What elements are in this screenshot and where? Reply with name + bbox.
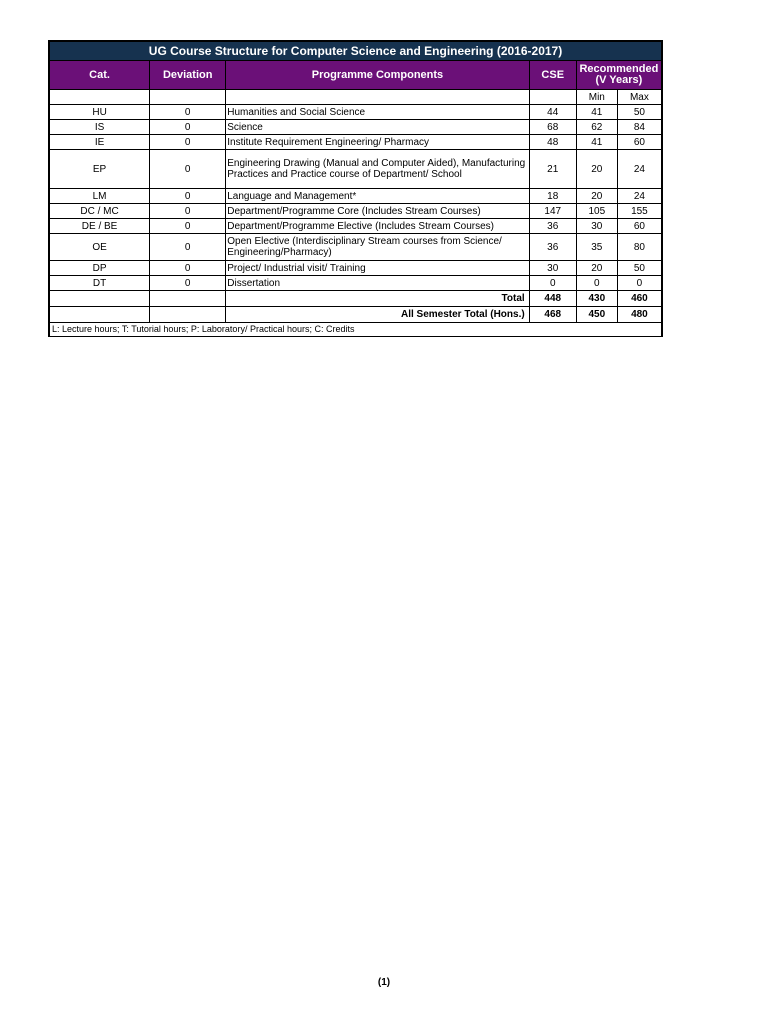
cell-cat: OE [50, 234, 150, 261]
legend-note: L: Lecture hours; T: Tutorial hours; P: Laboratory/ Practical hours; C: Credits [50, 323, 662, 337]
cell-deviation: 0 [150, 135, 226, 150]
cell-deviation: 0 [150, 150, 226, 189]
table-row [50, 135, 662, 150]
header-deviation: Deviation [150, 61, 226, 90]
cell-cse: 36 [529, 219, 576, 234]
cell-min: 35 [576, 234, 617, 261]
header-recommended-cell [576, 61, 661, 90]
cell-max: 0 [617, 276, 661, 291]
cell-min: 20 [576, 189, 617, 204]
cell-deviation: 0 [150, 261, 226, 276]
cell-component: Science [226, 120, 529, 135]
cell-max: 155 [617, 204, 661, 219]
table-row [50, 234, 662, 261]
cell-cse: 0 [529, 276, 576, 291]
table-row [50, 204, 662, 219]
table-row [50, 189, 662, 204]
cell-cat: IS [50, 120, 150, 135]
cell-min: 30 [576, 219, 617, 234]
cell-component: Humanities and Social Science [226, 105, 529, 120]
cell-max: 24 [617, 189, 661, 204]
cell-cat: DP [50, 261, 150, 276]
cell-max: 80 [617, 234, 661, 261]
total-min: 430 [576, 291, 617, 307]
total-max: 460 [617, 291, 661, 307]
table-row [50, 261, 662, 276]
cell-min: 20 [576, 150, 617, 189]
cell-min: 105 [576, 204, 617, 219]
cell-cse: 18 [529, 189, 576, 204]
hons-total-cse: 468 [529, 307, 576, 323]
cell-deviation: 0 [150, 204, 226, 219]
cell-cse: 48 [529, 135, 576, 150]
cell-component: Dissertation [226, 276, 529, 291]
table-title: UG Course Structure for Computer Science and Engineering (2016-2017) [50, 42, 662, 61]
page-number: (1) [377, 977, 391, 988]
total-empty [50, 291, 150, 307]
cell-min: 62 [576, 120, 617, 135]
cell-cat: DT [50, 276, 150, 291]
total-empty [150, 291, 226, 307]
cell-component: Language and Management* [226, 189, 529, 204]
cell-max: 60 [617, 135, 661, 150]
cell-component: Open Elective (Interdisciplinary Stream courses from Science/ Engineering/Pharmacy) [226, 234, 529, 261]
cell-min: 20 [576, 261, 617, 276]
cell-max: 84 [617, 120, 661, 135]
cell-min: 41 [576, 105, 617, 120]
cell-component: Department/Programme Elective (Includes Stream Courses) [226, 219, 529, 234]
cell-cat: LM [50, 189, 150, 204]
cell-component: Engineering Drawing (Manual and Computer Aided), Manufacturing Practices and Practice course of Department/ School [226, 150, 529, 189]
cell-cse: 30 [529, 261, 576, 276]
cell-cat: DE / BE [50, 219, 150, 234]
total-cse: 448 [529, 291, 576, 307]
table-title-row [50, 42, 662, 61]
note-row [50, 323, 662, 337]
cell-deviation: 0 [150, 234, 226, 261]
cell-cat: HU [50, 105, 150, 120]
cell-cat: DC / MC [50, 204, 150, 219]
cell-max: 24 [617, 150, 661, 189]
hons-total-max: 480 [617, 307, 661, 323]
subheader-empty [50, 90, 150, 105]
total-empty [50, 307, 150, 323]
table-row [50, 105, 662, 120]
subheader-empty [226, 90, 529, 105]
total-empty [150, 307, 226, 323]
cell-min: 0 [576, 276, 617, 291]
header-cat: Cat. [50, 61, 150, 90]
cell-component: Department/Programme Core (Includes Stream Courses) [226, 204, 529, 219]
cell-deviation: 0 [150, 120, 226, 135]
cell-cse: 44 [529, 105, 576, 120]
hons-total-row [50, 307, 662, 323]
cell-deviation: 0 [150, 105, 226, 120]
cell-deviation: 0 [150, 189, 226, 204]
cell-min: 41 [576, 135, 617, 150]
header-row [50, 61, 662, 90]
table-row [50, 150, 662, 189]
total-row [50, 291, 662, 307]
course-structure-table [49, 41, 662, 336]
cell-cse: 68 [529, 120, 576, 135]
cell-cat: IE [50, 135, 150, 150]
subheader-row [50, 90, 662, 105]
table-row [50, 276, 662, 291]
subheader-empty [150, 90, 226, 105]
cell-cse: 21 [529, 150, 576, 189]
cell-cse: 147 [529, 204, 576, 219]
cell-max: 50 [617, 261, 661, 276]
cell-deviation: 0 [150, 219, 226, 234]
table-row [50, 120, 662, 135]
cell-cat: EP [50, 150, 150, 189]
header-cse: CSE [529, 61, 576, 90]
cell-deviation: 0 [150, 276, 226, 291]
hons-total-label: All Semester Total (Hons.) [226, 307, 529, 323]
header-components: Programme Components [226, 61, 529, 90]
table-row [50, 219, 662, 234]
subheader-max: Max [617, 90, 661, 105]
total-label: Total [226, 291, 529, 307]
subheader-min: Min [576, 90, 617, 105]
cell-component: Institute Requirement Engineering/ Pharmacy [226, 135, 529, 150]
cell-max: 50 [617, 105, 661, 120]
course-structure-sheet [48, 40, 663, 337]
cell-component: Project/ Industrial visit/ Training [226, 261, 529, 276]
subheader-empty [529, 90, 576, 105]
cell-cse: 36 [529, 234, 576, 261]
hons-total-min: 450 [576, 307, 617, 323]
cell-max: 60 [617, 219, 661, 234]
header-recommended: Recommended (V Years) [579, 63, 659, 86]
